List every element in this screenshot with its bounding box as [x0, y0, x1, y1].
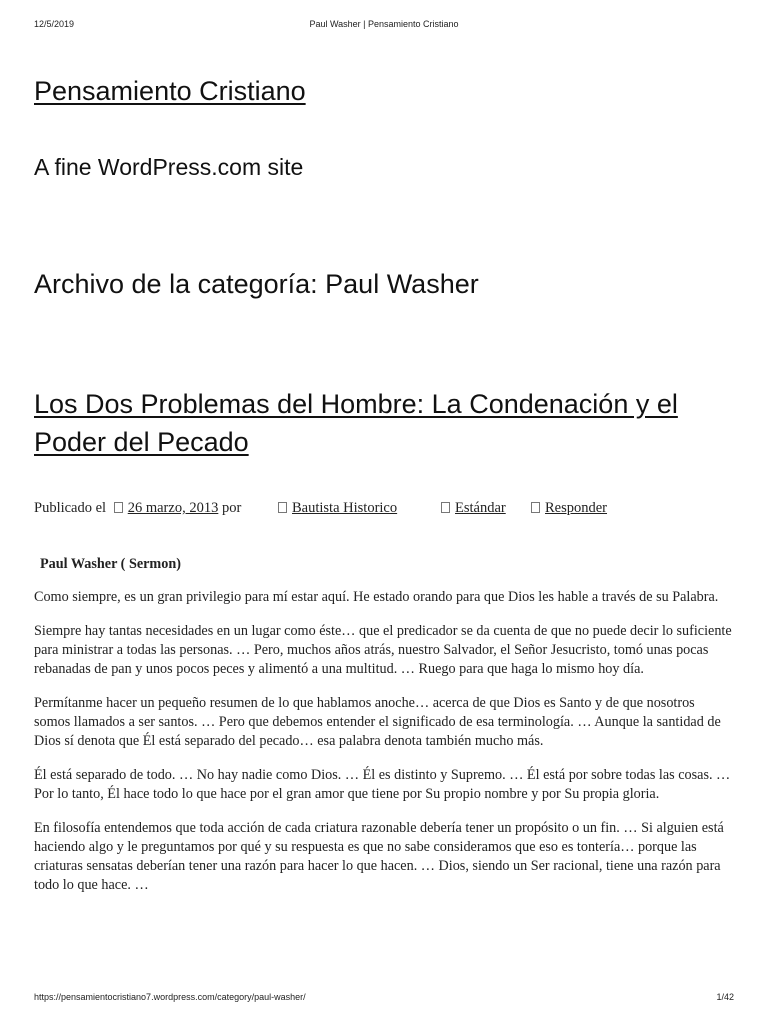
print-url: https://pensamientocristiano7.wordpress.com/category/paul-washer/ — [34, 992, 306, 1002]
post-author-group — [278, 500, 397, 517]
user-icon — [278, 502, 287, 513]
post-author-link[interactable]: Bautista Historico — [292, 500, 398, 516]
comment-icon — [531, 502, 540, 513]
post-paragraph: Como siempre, es un gran privilegio para mí estar aquí. He estado orando para que Dios les hable a través de su Palabra. — [34, 589, 719, 605]
print-date: 12/5/2019 — [34, 19, 75, 29]
site-title-link[interactable]: Pensamiento Cristiano — [34, 76, 306, 106]
format-icon — [441, 502, 450, 513]
archive-title: Archivo de la categoría: Paul Washer — [34, 269, 479, 299]
post-format-link[interactable]: Estándar — [455, 500, 506, 516]
post-content — [34, 555, 734, 910]
post-title-link[interactable]: Los Dos Problemas del Hombre: La Condenación y el Poder del Pecado — [34, 389, 678, 457]
post-paragraph: En filosofía entendemos que toda acción de cada criatura razonable debería tener un propósito o un fin. … Si alguien está haciendo algo y le preguntamos por qué y su respuesta es que no sabe consideramos que eso es tontería… porque las criaturas sensatas deberían tener una razón para hacer lo que hacen. … Dios, siendo un Ser racional, tiene una razón para todo lo que hace. … — [34, 820, 724, 893]
site-description: A fine WordPress.com site — [34, 154, 304, 180]
post-date-link[interactable]: 26 marzo, 2013 — [127, 500, 219, 516]
calendar-icon — [114, 502, 123, 513]
post-paragraph: Él está separado de todo. … No hay nadie como Dios. … Él es distinto y Supremo. … Él está por sobre todas las cosas. … Por lo tanto, Él hace todo lo que hace por el gran amor que tiene por Su propio nombre y por Su propia gloria. — [34, 767, 731, 802]
post-paragraph: Siempre hay tantas necesidades en un lugar como éste… que el predicador se da cuenta de que no puede decir lo suficiente para ministrar a todas las personas. … Pero, muchos años atrás, nuestro Salvador, el Señor Jesucristo, tomó unas pocas rebanadas de pan y unos pocos peces y alimentó a una multitud. … Ruego para que haga lo mismo hoy día. — [34, 623, 732, 677]
by-label: por — [221, 500, 242, 516]
post-byline: Paul Washer ( Sermon) — [40, 556, 181, 572]
post-reply-group — [531, 500, 607, 517]
print-page-title: Paul Washer | Pensamiento Cristiano — [309, 19, 459, 29]
print-page-number: 1/42 — [716, 992, 734, 1002]
post-paragraph: Permítanme hacer un pequeño resumen de lo que hablamos anoche… acerca de que Dios es Santo y de que nosotros somos llamados a ser santos. … Pero que debemos entender el significado de esa terminología. … Aunque la santidad de Dios sí denota que Él está separado del pecado… esa palabra denota también mucho más. — [34, 695, 721, 749]
published-prefix: Publicado el — [34, 500, 107, 516]
reply-link[interactable]: Responder — [545, 500, 608, 516]
post-format-group — [441, 500, 506, 517]
post-date-group — [34, 500, 241, 517]
